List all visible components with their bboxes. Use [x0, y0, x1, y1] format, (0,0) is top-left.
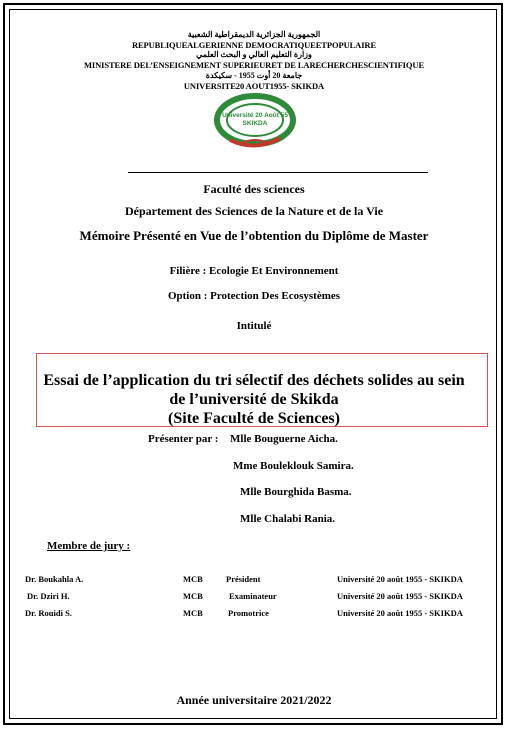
jury-row [0, 608, 508, 622]
arabic-republic-line: الجمهورية الجزائرية الديمقراطية الشعبية [187, 30, 321, 39]
presenter-name: Mlle Chalabi Rania. [240, 513, 336, 525]
thesis-title-line1: Essai de l’application du tri sélectif des déchets solides au sein [43, 372, 465, 389]
presenter-name: Mlle Bouguerne Aicha. [230, 433, 338, 445]
jury-grade: MCB [183, 574, 203, 584]
thesis-title-line2: de l’université de Skikda [169, 391, 339, 408]
department-line: Département des Sciences de la Nature et de la Vie [124, 204, 384, 218]
presenter-name: Mlle Bourghida Basma. [240, 486, 352, 498]
jury-row [0, 591, 508, 605]
academic-year: Année universitaire 2021/2022 [176, 693, 332, 707]
jury-label: Membre de jury : [47, 540, 131, 552]
header-divider [128, 172, 428, 173]
option-line: Option : Protection Des Ecosystèmes [167, 290, 341, 302]
jury-affiliation: Université 20 août 1955 - SKIKDA [337, 591, 463, 601]
thesis-title-line3: (Site Faculté de Sciences) [168, 410, 340, 427]
faculty-line: Faculté des sciences [203, 182, 305, 196]
ministry-line: MINISTERE DEL’ENSEIGNEMENT SUPERIEURET DE LARECHERCHESCIENTIFIQUE [83, 60, 425, 70]
jury-grade: MCB [183, 608, 203, 618]
jury-grade: MCB [183, 591, 203, 601]
intitule-label: Intitulé [236, 320, 272, 332]
jury-name: Dr. Rouidi S. [25, 608, 72, 618]
jury-role: Promotrice [228, 608, 269, 618]
university-logo [210, 92, 300, 152]
university-line: UNIVERSITE20 AOUT1955- SKIKDA [183, 81, 325, 91]
republic-line: REPUBLIQUEALGERIENNE DEMOCRATIQUEETPOPULAIRE [131, 40, 377, 50]
presenter-name: Mme Bouleklouk Samira. [233, 460, 354, 472]
jury-name: Dr. Boukahla A. [25, 574, 84, 584]
jury-name: Dr. Dziri H. [27, 591, 70, 601]
logo-text-line1: Université 20 Août 55 [222, 112, 288, 119]
jury-affiliation: Université 20 août 1955 - SKIKDA [337, 574, 463, 584]
memoire-line: Mémoire Présenté en Vue de l’obtention du Diplôme de Master [79, 228, 429, 243]
arabic-university-line: جامعة 20 أوت 1955 - سكيكدة [205, 71, 303, 80]
logo-text-line2: SKIKDA [242, 120, 268, 127]
jury-row [0, 574, 508, 588]
arabic-ministry-line: وزارة التعليم العالي و البحث العلمي [196, 50, 312, 59]
jury-role: Examinateur [229, 591, 277, 601]
presenters-label: Présenter par : [148, 433, 219, 445]
jury-role: Président [226, 574, 261, 584]
filiere-line: Filière : Ecologie Et Environnement [169, 265, 339, 277]
jury-affiliation: Université 20 août 1955 - SKIKDA [337, 608, 463, 618]
